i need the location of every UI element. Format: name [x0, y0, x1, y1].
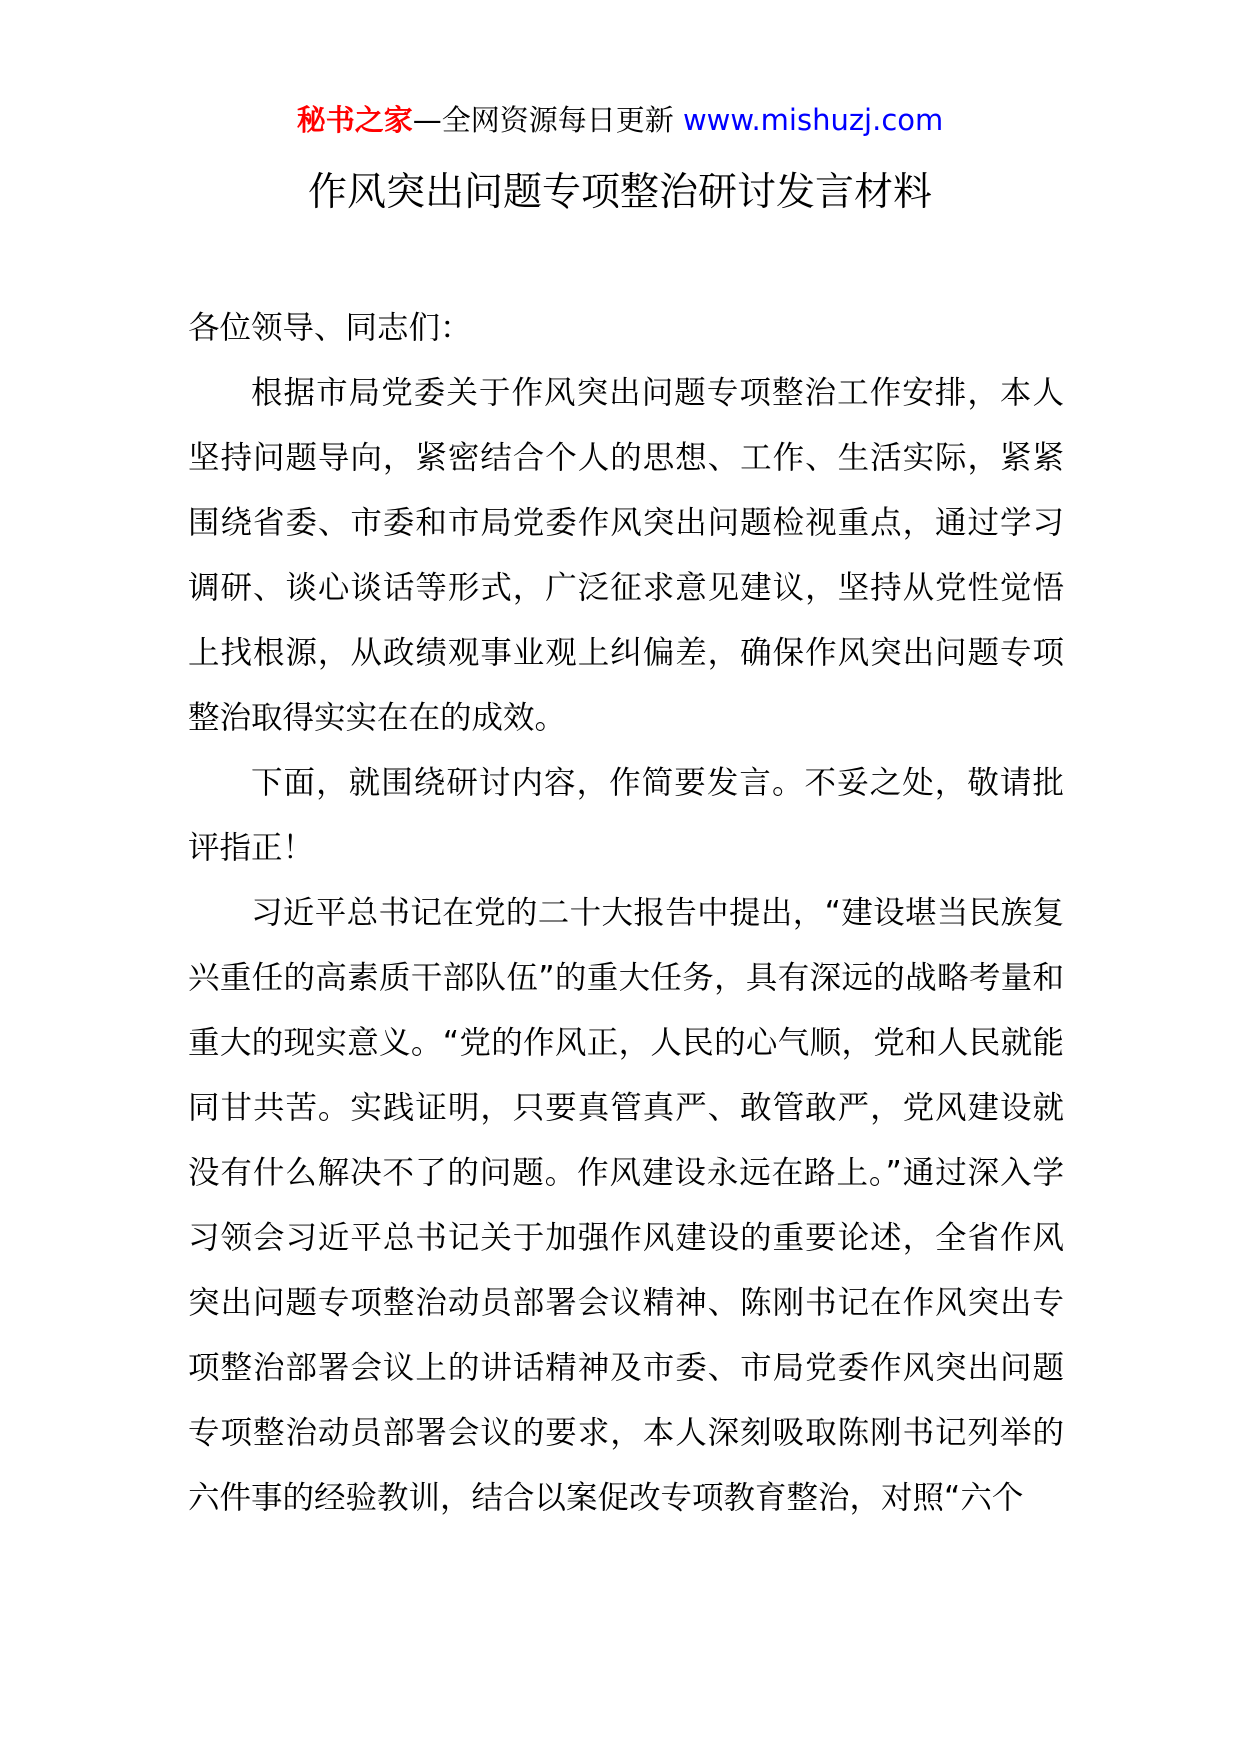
site-tagline: —全网资源每日更新 [412, 103, 683, 137]
site-banner [0, 100, 1240, 140]
site-name: 秘书之家 [296, 103, 413, 137]
paragraph: 下面，就围绕研讨内容，作简要发言。不妥之处，敬请批评指正！ [188, 765, 1064, 866]
document-body [188, 296, 1064, 1531]
document-title: 作风突出问题专项整治研讨发言材料 [307, 170, 932, 215]
paragraph: 根据市局党委关于作风突出问题专项整治工作安排，本人坚持问题导向，紧密结合个人的思想、工作、生活实际，紧紧围绕省委、市委和市局党委作风突出问题检视重点，通过学习调研、谈心谈话等形式，广泛征求意见建议，坚持从党性觉悟上找根源，从政绩观事业观上纠偏差，确保作风突出问题专项整治取得实实在在的成效。 [188, 375, 1064, 736]
paragraph: 习近平总书记在党的二十大报告中提出，“建设堪当民族复兴重任的高素质干部队伍”的重大任务，具有深远的战略考量和重大的现实意义。“党的作风正，人民的心气顺，党和人民就能同甘共苦。实践证明，只要真管真严、敢管敢严，党风建设就没有什么解决不了的问题。作风建设永远在路上。”通过深入学习领会习近平总书记关于加强作风建设的重要论述，全省作风突出问题专项整治动员部署会议精神、陈刚书记在作风突出专项整治部署会议上的讲话精神及市委、市局党委作风突出问题专项整治动员部署会议的要求，本人深刻吸取陈刚书记列举的六件事的经验教训，结合以案促改专项教育整治，对照“六个 [188, 895, 1064, 1516]
salutation: 各位领导、同志们： [188, 310, 472, 346]
site-url-link[interactable]: www.mishuzj.com [682, 103, 944, 137]
